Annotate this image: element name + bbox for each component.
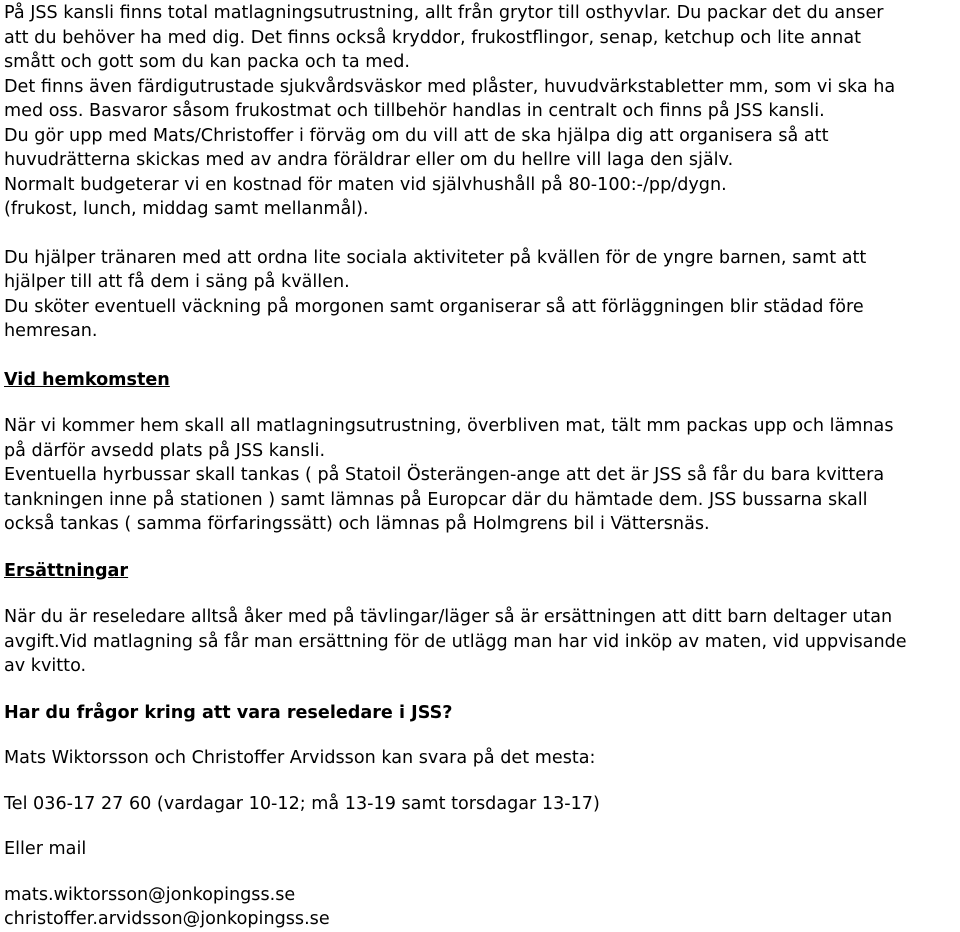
heading-compensation: Ersättningar xyxy=(4,560,129,581)
mail-label: Eller mail xyxy=(4,839,87,859)
homecoming-paragraph: När vi kommer hem skall all matlagningsutrustning, överbliven mat, tält mm packas upp och lämnas på därför avsedd plats på JSS kansli. Eventuella hyrbussar skall tankas ( på Statoil Österängen-ange att det är JSS så får du bara kvittera tankningen inne på stationen ) samt lämnas på Europcar där du hämtade dem. JSS bussarna skall också tankas ( samma förfaringssätt) och lämnas på Holmgrens bil i Vättersnäs. xyxy=(4,416,894,534)
compensation-paragraph: När du är reseledare alltså åker med på tävlingar/läger så är ersättningen att ditt barn deltager utan avgift.Vid matlagning så får man ersättning för de utlägg man har vid inköp av maten, vid uppvisande av kvitto. xyxy=(4,607,907,676)
email-mats[interactable]: mats.wiktorsson@jonkopingss.se xyxy=(4,884,296,905)
email-christoffer[interactable]: christoffer.arvidsson@jonkopingss.se xyxy=(4,909,330,929)
contacts-line: Mats Wiktorsson och Christoffer Arvidsson kan svara på det mesta: xyxy=(4,748,596,768)
document-page xyxy=(4,1,956,932)
intro-paragraph-equipment: På JSS kansli finns total matlagningsutrustning, allt från grytor till osthyvlar. Du packar det du anser att du behöver ha med dig. Det finns också kryddor, frukostflingor, senap, ketchup och lite annat smått och gott som du kan packa och ta med. Det finns även färdigutrustade sjukvårdsväskor med plåster, huvudvärkstabletter mm, som vi ska ha med oss. Basvaror såsom frukostmat och tillbehör handlas in centralt och finns på JSS kansli. Du gör upp med Mats/Christoffer i förväg om du vill att de ska hjälpa dig att organisera så att huvudrätterna skickas med av andra föräldrar eller om du hellre vill laga den själv. Normalt budgeterar vi en kostnad för maten vid självhushåll på 80-100:-/pp/dygn. (frukost, lunch, middag samt mellanmål). xyxy=(4,3,896,219)
heading-questions: Har du frågor kring att vara reseledare i JSS? xyxy=(4,702,453,723)
phone-line: Tel 036-17 27 60 (vardagar 10-12; må 13-19 samt torsdagar 13-17) xyxy=(4,793,600,814)
intro-paragraph-activities: Du hjälper tränaren med att ordna lite sociala aktiviteter på kvällen för de yngre barnen, samt att hjälper till att få dem i säng på kvällen. Du sköter eventuell väckning på morgonen samt organiserar så att förläggningen blir städad före hemresan. xyxy=(4,247,867,341)
heading-homecoming: Vid hemkomsten xyxy=(4,369,170,390)
